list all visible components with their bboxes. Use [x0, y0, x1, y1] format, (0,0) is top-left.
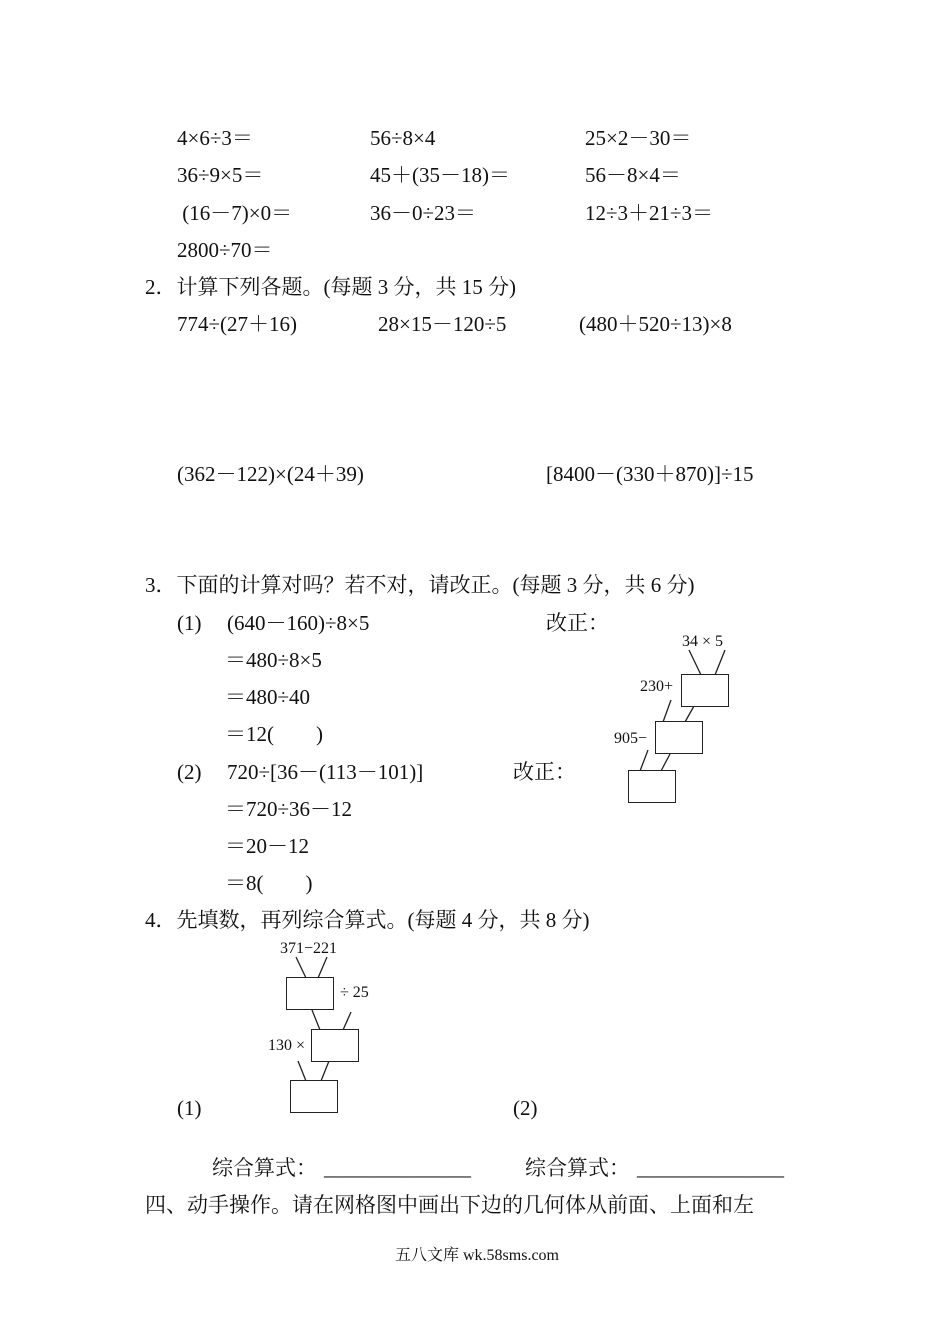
q3-heading: 3．下面的计算对吗？若不对，请改正。(每题 3 分，共 6 分)	[145, 573, 695, 597]
q3-p2-fix-label: 改正：	[513, 760, 576, 784]
diagram-b-box-3[interactable]	[290, 1080, 338, 1113]
footer-watermark: 五八文库 wk.58sms.com	[395, 1247, 560, 1264]
q3-p1-line-4: ＝12( )	[225, 722, 323, 746]
formula-blank-2[interactable]: ______________	[637, 1156, 784, 1180]
expr-r2-c1: 36÷9×5＝	[177, 163, 264, 187]
q4-part2-label: (2)	[513, 1096, 538, 1120]
diagram-b-top: 371−221	[280, 940, 338, 957]
q3-p1-fix-label: 改正：	[546, 611, 609, 635]
expr-r3-c2: 36－0÷23＝	[370, 201, 477, 225]
diagram-b-box-2[interactable]	[311, 1029, 359, 1062]
expr-r2-c2: 45＋(35－18)＝	[370, 163, 510, 187]
diagram-a-top: 34 × 5	[682, 633, 724, 650]
q2-expr-2: 28×15－120÷5	[378, 312, 507, 336]
diagram-a-low-label: 905−	[614, 730, 648, 747]
expr-r3-c1: (16－7)×0＝	[177, 201, 293, 225]
part4-heading: 四、动手操作。请在网格图中画出下边的几何体从前面、上面和左	[145, 1193, 754, 1217]
formula-label-2: 综合算式：	[525, 1156, 630, 1180]
q3-p1-label: (1)	[177, 611, 202, 635]
q2-expr-1: 774÷(27＋16)	[177, 312, 298, 336]
q4-heading: 4．先填数，再列综合算式。(每题 4 分，共 8 分)	[145, 908, 590, 932]
expr-r3-c3: 12÷3＋21÷3＝	[585, 201, 714, 225]
q2-expr-5: [8400－(330＋870)]÷15	[546, 462, 754, 486]
formula-label-1: 综合算式：	[212, 1156, 317, 1180]
diagram-a-mid-label: 230+	[640, 678, 674, 695]
q3-p2-line-2: ＝720÷36－12	[225, 797, 353, 821]
q3-p2-line-4: ＝8( )	[225, 871, 313, 895]
expr-r2-c3: 56－8×4＝	[585, 163, 681, 187]
q3-p2-label: (2)	[177, 760, 202, 784]
q3-p1-line-2: ＝480÷8×5	[225, 648, 322, 672]
diagram-b-side-label: ÷ 25	[340, 984, 369, 1001]
q2-expr-3: (480＋520÷13)×8	[579, 312, 732, 336]
diagram-b-low-label: 130 ×	[268, 1037, 306, 1054]
q4-part1-label: (1)	[177, 1096, 202, 1120]
q3-p1-line-1: (640－160)÷8×5	[227, 611, 370, 635]
expr-r4-c1: 2800÷70＝	[177, 238, 273, 262]
q2-expr-4: (362－122)×(24＋39)	[177, 462, 364, 486]
expr-r1-c2: 56÷8×4	[370, 126, 436, 150]
q3-p1-line-3: ＝480÷40	[225, 685, 311, 709]
formula-blank-1[interactable]: ______________	[324, 1156, 471, 1180]
expr-r1-c3: 25×2－30＝	[585, 126, 692, 150]
q3-p2-line-1: 720÷[36－(113－101)]	[227, 760, 424, 784]
q2-heading: 2．计算下列各题。(每题 3 分，共 15 分)	[145, 275, 516, 299]
expr-r1-c1: 4×6÷3＝	[177, 126, 253, 150]
q3-p2-line-3: ＝20－12	[225, 834, 309, 858]
diagram-b-box-1[interactable]	[286, 977, 334, 1010]
